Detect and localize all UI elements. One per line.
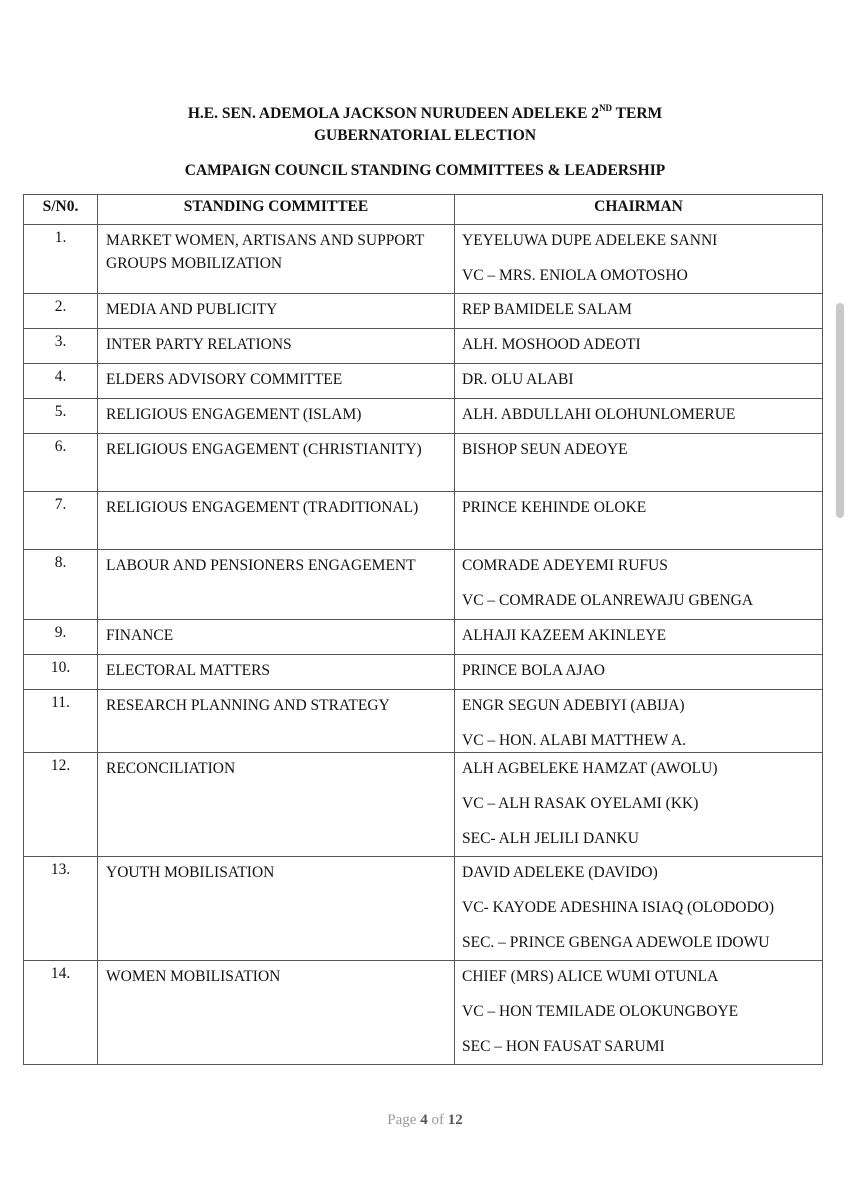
committee-name: RELIGIOUS ENGAGEMENT (ISLAM) <box>98 399 455 434</box>
chairman-name: ALH AGBELEKE HAMZAT (AWOLU) <box>462 760 718 777</box>
chairman-name: CHIEF (MRS) ALICE WUMI OTUNLA <box>462 968 719 985</box>
document-title-line-2: GUBERNATORIAL ELECTION <box>313 127 537 144</box>
chairman-name: BISHOP SEUN ADEOYE <box>462 441 628 458</box>
header-chairman: CHAIRMAN <box>455 195 823 225</box>
officer-name: VC – MRS. ENIOLA OMOTOSHO <box>462 267 688 284</box>
serial-number: 4. <box>24 364 98 399</box>
chairman-cell <box>455 961 823 1065</box>
chairman-name: PRINCE KEHINDE OLOKE <box>462 499 647 516</box>
officer-name: SEC – HON FAUSAT SARUMI <box>462 1038 665 1055</box>
officer-name: VC – ALH RASAK OYELAMI (KK) <box>462 795 699 812</box>
table-row <box>24 399 823 434</box>
header-sn: S/N0. <box>24 195 98 225</box>
chairman-name: REP BAMIDELE SALAM <box>462 301 632 318</box>
page-word: Page <box>387 1112 417 1128</box>
table-row <box>24 961 823 1065</box>
table-row <box>24 857 823 961</box>
title-text: H.E. SEN. ADEMOLA JACKSON NURUDEEN ADELEKE 2 <box>187 105 600 122</box>
chairman-name: ALHAJI KAZEEM AKINLEYE <box>462 627 667 644</box>
chairman-cell <box>455 492 823 550</box>
officer-name: VC – COMRADE OLANREWAJU GBENGA <box>462 592 754 609</box>
chairman-name: COMRADE ADEYEMI RUFUS <box>462 557 668 574</box>
committee-name: FINANCE <box>98 620 455 655</box>
page-footer <box>0 1112 850 1129</box>
committees-table <box>23 194 823 1065</box>
chairman-cell <box>455 329 823 364</box>
officer-name: SEC. – PRINCE GBENGA ADEWOLE IDOWU <box>462 934 770 951</box>
table-row <box>24 329 823 364</box>
chairman-cell <box>455 857 823 961</box>
of-word: of <box>431 1112 444 1128</box>
table-row <box>24 690 823 753</box>
chairman-cell <box>455 434 823 492</box>
serial-number: 12. <box>24 753 98 857</box>
scrollbar-thumb[interactable] <box>836 303 844 518</box>
officer-name: VC – HON TEMILADE OLOKUNGBOYE <box>462 1003 739 1020</box>
committee-name: MEDIA AND PUBLICITY <box>98 294 455 329</box>
table-header-row <box>24 195 823 225</box>
chairman-cell <box>455 225 823 294</box>
chairman-cell <box>455 550 823 620</box>
committee-name: INTER PARTY RELATIONS <box>98 329 455 364</box>
title-superscript: ND <box>599 103 613 113</box>
chairman-cell <box>455 620 823 655</box>
officer-name: SEC- ALH JELILI DANKU <box>462 830 639 847</box>
committee-name: LABOUR AND PENSIONERS ENGAGEMENT <box>98 550 455 620</box>
table-row <box>24 655 823 690</box>
table-row <box>24 434 823 492</box>
serial-number: 5. <box>24 399 98 434</box>
serial-number: 3. <box>24 329 98 364</box>
table-row <box>24 620 823 655</box>
table-row <box>24 753 823 857</box>
serial-number: 6. <box>24 434 98 492</box>
chairman-name: YEYELUWA DUPE ADELEKE SANNI <box>462 232 718 249</box>
chairman-name: ALH. ABDULLAHI OLOHUNLOMERUE <box>462 406 736 423</box>
chairman-cell <box>455 655 823 690</box>
committee-name: YOUTH MOBILISATION <box>98 857 455 961</box>
serial-number: 10. <box>24 655 98 690</box>
chairman-name: DR. OLU ALABI <box>462 371 574 388</box>
table-row <box>24 492 823 550</box>
chairman-name: DAVID ADELEKE (DAVIDO) <box>462 864 658 881</box>
header-committee: STANDING COMMITTEE <box>98 195 455 225</box>
chairman-cell <box>455 364 823 399</box>
table-row <box>24 364 823 399</box>
serial-number: 1. <box>24 225 98 294</box>
officer-name: VC – HON. ALABI MATTHEW A. <box>462 732 687 749</box>
committee-name: ELECTORAL MATTERS <box>98 655 455 690</box>
committee-name: RECONCILIATION <box>98 753 455 857</box>
chairman-cell <box>455 690 823 753</box>
table-row <box>24 550 823 620</box>
serial-number: 7. <box>24 492 98 550</box>
page-total: 12 <box>447 1112 463 1128</box>
chairman-cell <box>455 399 823 434</box>
title-text-end: TERM <box>612 105 663 122</box>
table-body <box>24 225 823 1065</box>
committee-name: RELIGIOUS ENGAGEMENT (TRADITIONAL) <box>98 492 455 550</box>
committee-name: MARKET WOMEN, ARTISANS AND SUPPORT GROUPS MOBILIZATION <box>98 225 455 294</box>
serial-number: 9. <box>24 620 98 655</box>
page-number: 4 <box>420 1112 428 1128</box>
chairman-name: ALH. MOSHOOD ADEOTI <box>462 336 641 353</box>
chairman-cell <box>455 294 823 329</box>
document-subtitle: CAMPAIGN COUNCIL STANDING COMMITTEES & LEADERSHIP <box>184 162 666 179</box>
table-row <box>24 225 823 294</box>
serial-number: 2. <box>24 294 98 329</box>
officer-name: VC- KAYODE ADESHINA ISIAQ (OLODODO) <box>462 899 774 916</box>
table-row <box>24 294 823 329</box>
committee-name: ELDERS ADVISORY COMMITTEE <box>98 364 455 399</box>
committee-name: RELIGIOUS ENGAGEMENT (CHRISTIANITY) <box>98 434 455 492</box>
serial-number: 11. <box>24 690 98 753</box>
serial-number: 14. <box>24 961 98 1065</box>
committee-name: RESEARCH PLANNING AND STRATEGY <box>98 690 455 753</box>
chairman-name: PRINCE BOLA AJAO <box>462 662 605 679</box>
chairman-name: ENGR SEGUN ADEBIYI (ABIJA) <box>462 697 685 714</box>
chairman-cell <box>455 753 823 857</box>
serial-number: 13. <box>24 857 98 961</box>
document-title-line-1 <box>0 105 850 123</box>
serial-number: 8. <box>24 550 98 620</box>
committee-name: WOMEN MOBILISATION <box>98 961 455 1065</box>
